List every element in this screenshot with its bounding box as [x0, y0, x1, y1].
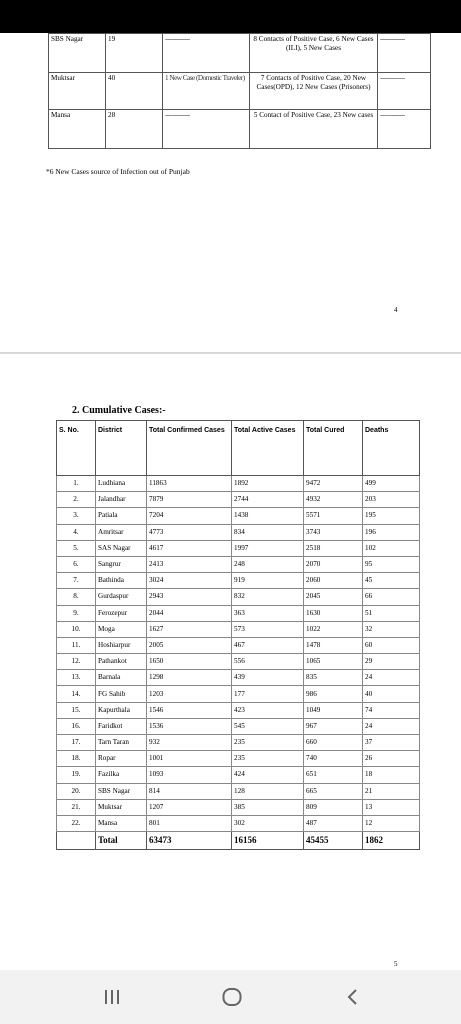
cell-confirmed: 814 — [147, 783, 232, 799]
cell-confirmed: 801 — [147, 815, 232, 831]
cell-active: 363 — [232, 605, 304, 621]
cell-confirmed: 7204 — [147, 508, 232, 524]
cell-confirmed: 1627 — [147, 621, 232, 637]
cell-district: Ferozepur — [96, 605, 147, 621]
cell-deaths: 29 — [363, 654, 420, 670]
table-row — [57, 751, 420, 767]
cell-sno: 17. — [57, 735, 96, 751]
table-row — [57, 718, 420, 734]
total-cured: 45455 — [304, 832, 363, 850]
cell-active: 424 — [232, 767, 304, 783]
cell-deaths: 21 — [363, 783, 420, 799]
cell-confirmed: 1203 — [147, 686, 232, 702]
cell-district: Mansa — [49, 110, 106, 149]
cell-deaths: 102 — [363, 540, 420, 556]
cell-confirmed: 1546 — [147, 702, 232, 718]
table-row — [49, 34, 431, 73]
document-page-4 — [0, 33, 461, 353]
cell-confirmed: 1536 — [147, 718, 232, 734]
total-deaths: 1862 — [363, 832, 420, 850]
cell-cured: 2060 — [304, 573, 363, 589]
cell-deaths: 24 — [363, 670, 420, 686]
table-row — [57, 621, 420, 637]
cell-cured: 665 — [304, 783, 363, 799]
cell-confirmed: 7879 — [147, 492, 232, 508]
home-button[interactable] — [212, 984, 252, 1010]
total-active: 16156 — [232, 832, 304, 850]
cell-active: 302 — [232, 815, 304, 831]
cell-district: Patiala — [96, 508, 147, 524]
header-cured: Total Cured — [304, 421, 363, 476]
cell-sno: 6. — [57, 556, 96, 572]
cell-deaths: 13 — [363, 799, 420, 815]
cell-active: 385 — [232, 799, 304, 815]
cell-district: FG Sahib — [96, 686, 147, 702]
cell-confirmed: 1298 — [147, 670, 232, 686]
table-row — [57, 540, 420, 556]
table-row — [57, 589, 420, 605]
cell-district: Muktsar — [49, 73, 106, 110]
cell-contacts: 7 Contacts of Positive Case, 20 New Cases(OPD), 12 New Cases (Prisoners) — [250, 73, 378, 110]
cell-deaths: 203 — [363, 492, 420, 508]
table-header-row — [57, 421, 420, 476]
cell-confirmed: 1093 — [147, 767, 232, 783]
cell-deaths: 74 — [363, 702, 420, 718]
cell-count: 19 — [106, 34, 163, 73]
table-row — [57, 654, 420, 670]
table-row — [49, 110, 431, 149]
cell-sno: 8. — [57, 589, 96, 605]
cell-cured: 487 — [304, 815, 363, 831]
cell-active: 467 — [232, 637, 304, 653]
cell-deaths: 40 — [363, 686, 420, 702]
table-row — [57, 637, 420, 653]
cell-district: Barnala — [96, 670, 147, 686]
cell-district: Bathinda — [96, 573, 147, 589]
cell-district: Ludhiana — [96, 476, 147, 492]
cell-traveler: ------------- — [163, 110, 250, 149]
cell-sno: 12. — [57, 654, 96, 670]
table-row — [57, 670, 420, 686]
cell-district: SBS Nagar — [96, 783, 147, 799]
cell-traveler: ------------- — [163, 34, 250, 73]
cell-deaths: 60 — [363, 637, 420, 653]
cell-deaths: 32 — [363, 621, 420, 637]
cell-cured: 9472 — [304, 476, 363, 492]
cell-district: Muktsar — [96, 799, 147, 815]
table-row — [57, 556, 420, 572]
cell-deaths: 66 — [363, 589, 420, 605]
header-sno: S. No. — [57, 421, 96, 476]
cell-sno: 1. — [57, 476, 96, 492]
cell-sno: 7. — [57, 573, 96, 589]
cell-district: Mansa — [96, 815, 147, 831]
cell-cured: 660 — [304, 735, 363, 751]
page-number: 4 — [394, 306, 398, 314]
cell-active: 545 — [232, 718, 304, 734]
cell-traveler: 1 New Case (Domestic Traveler) — [163, 73, 250, 110]
cell-deaths: 45 — [363, 573, 420, 589]
cell-active: 177 — [232, 686, 304, 702]
cell-district: Ropar — [96, 751, 147, 767]
cell-active: 235 — [232, 735, 304, 751]
cell-other: ------------- — [378, 73, 431, 110]
table-row — [57, 492, 420, 508]
cell-sno: 13. — [57, 670, 96, 686]
header-deaths: Deaths — [363, 421, 420, 476]
cell-district: Amritsar — [96, 524, 147, 540]
cell-district: Moga — [96, 621, 147, 637]
back-icon — [345, 988, 359, 1006]
cell-active: 919 — [232, 573, 304, 589]
cell-confirmed: 2943 — [147, 589, 232, 605]
table-row — [57, 573, 420, 589]
cell-confirmed: 932 — [147, 735, 232, 751]
cell-active: 556 — [232, 654, 304, 670]
total-row — [57, 832, 420, 850]
district-case-sources-table — [48, 33, 431, 149]
cell-cured: 740 — [304, 751, 363, 767]
table-row — [57, 524, 420, 540]
cell-contacts: 8 Contacts of Positive Case, 6 New Cases (ILI), 5 New Cases — [250, 34, 378, 73]
cell-deaths: 12 — [363, 815, 420, 831]
cell-confirmed: 2413 — [147, 556, 232, 572]
cell-sno: 2. — [57, 492, 96, 508]
table-row — [57, 508, 420, 524]
table-row — [57, 767, 420, 783]
cell-active: 832 — [232, 589, 304, 605]
table-row — [57, 605, 420, 621]
cell-active: 439 — [232, 670, 304, 686]
cell-cured: 5571 — [304, 508, 363, 524]
status-bar — [0, 0, 461, 33]
cell-blank — [57, 832, 96, 850]
table-row — [57, 476, 420, 492]
cell-deaths: 195 — [363, 508, 420, 524]
cell-cured: 4932 — [304, 492, 363, 508]
header-district: District — [96, 421, 147, 476]
cell-deaths: 26 — [363, 751, 420, 767]
cell-deaths: 24 — [363, 718, 420, 734]
cell-active: 423 — [232, 702, 304, 718]
cell-sno: 20. — [57, 783, 96, 799]
cell-sno: 22. — [57, 815, 96, 831]
cell-cured: 1022 — [304, 621, 363, 637]
page-number: 5 — [394, 960, 398, 968]
cell-deaths: 18 — [363, 767, 420, 783]
cell-confirmed: 1207 — [147, 799, 232, 815]
table-row — [49, 73, 431, 110]
cell-sno: 9. — [57, 605, 96, 621]
cell-district: Jalandhar — [96, 492, 147, 508]
cell-cured: 2045 — [304, 589, 363, 605]
cell-count: 28 — [106, 110, 163, 149]
total-confirmed: 63473 — [147, 832, 232, 850]
cell-deaths: 37 — [363, 735, 420, 751]
cell-district: Sangrur — [96, 556, 147, 572]
cell-confirmed: 1650 — [147, 654, 232, 670]
cell-cured: 809 — [304, 799, 363, 815]
cell-active: 834 — [232, 524, 304, 540]
header-active: Total Active Cases — [232, 421, 304, 476]
cell-district: SAS Nagar — [96, 540, 147, 556]
cell-sno: 15. — [57, 702, 96, 718]
back-button[interactable] — [332, 984, 372, 1010]
cell-district: Pathankot — [96, 654, 147, 670]
cell-cured: 3743 — [304, 524, 363, 540]
cell-district: Faridkot — [96, 718, 147, 734]
cell-district: Kapurthala — [96, 702, 147, 718]
cell-cured: 2070 — [304, 556, 363, 572]
cell-active: 573 — [232, 621, 304, 637]
cumulative-cases-table — [56, 420, 420, 850]
cell-confirmed: 4773 — [147, 524, 232, 540]
table-row — [57, 783, 420, 799]
recents-icon — [103, 989, 121, 1005]
navigation-bar — [0, 970, 461, 1024]
cell-active: 2744 — [232, 492, 304, 508]
recents-button[interactable] — [92, 984, 132, 1010]
cell-confirmed: 1001 — [147, 751, 232, 767]
cell-other: ------------- — [378, 34, 431, 73]
document-page-5 — [0, 354, 461, 970]
cell-contacts: 5 Contact of Positive Case, 23 New cases — [250, 110, 378, 149]
cell-cured: 1049 — [304, 702, 363, 718]
cell-deaths: 95 — [363, 556, 420, 572]
table-row — [57, 686, 420, 702]
cell-active: 128 — [232, 783, 304, 799]
cell-confirmed: 2005 — [147, 637, 232, 653]
cell-active: 1892 — [232, 476, 304, 492]
cell-sno: 18. — [57, 751, 96, 767]
cell-confirmed: 11863 — [147, 476, 232, 492]
cell-active: 1438 — [232, 508, 304, 524]
cell-district: SBS Nagar — [49, 34, 106, 73]
cell-sno: 3. — [57, 508, 96, 524]
cell-cured: 651 — [304, 767, 363, 783]
cell-sno: 5. — [57, 540, 96, 556]
table-row — [57, 702, 420, 718]
footnote: *6 New Cases source of Infection out of Punjab — [46, 167, 190, 176]
section-title: 2. Cumulative Cases:- — [72, 405, 166, 416]
cell-deaths: 499 — [363, 476, 420, 492]
cell-cured: 1478 — [304, 637, 363, 653]
cell-district: Fazilka — [96, 767, 147, 783]
cell-count: 40 — [106, 73, 163, 110]
cell-other: ------------- — [378, 110, 431, 149]
cell-cured: 1630 — [304, 605, 363, 621]
table-row — [57, 799, 420, 815]
cell-active: 235 — [232, 751, 304, 767]
cell-cured: 1065 — [304, 654, 363, 670]
cell-sno: 21. — [57, 799, 96, 815]
cell-confirmed: 2044 — [147, 605, 232, 621]
cell-deaths: 51 — [363, 605, 420, 621]
cell-sno: 14. — [57, 686, 96, 702]
cell-cured: 2518 — [304, 540, 363, 556]
header-confirmed: Total Confirmed Cases — [147, 421, 232, 476]
cell-sno: 11. — [57, 637, 96, 653]
cell-district: Hoshiarpur — [96, 637, 147, 653]
cell-deaths: 196 — [363, 524, 420, 540]
cell-confirmed: 4617 — [147, 540, 232, 556]
cell-sno: 19. — [57, 767, 96, 783]
table-row — [57, 815, 420, 831]
cell-sno: 4. — [57, 524, 96, 540]
cell-district: Gurdaspur — [96, 589, 147, 605]
cell-cured: 986 — [304, 686, 363, 702]
cell-active: 248 — [232, 556, 304, 572]
cell-district: Tarn Taran — [96, 735, 147, 751]
total-label: Total — [96, 832, 147, 850]
home-icon — [221, 987, 243, 1007]
cell-cured: 835 — [304, 670, 363, 686]
cell-active: 1997 — [232, 540, 304, 556]
cell-sno: 16. — [57, 718, 96, 734]
cell-cured: 967 — [304, 718, 363, 734]
cell-confirmed: 3024 — [147, 573, 232, 589]
table-row — [57, 735, 420, 751]
cell-sno: 10. — [57, 621, 96, 637]
